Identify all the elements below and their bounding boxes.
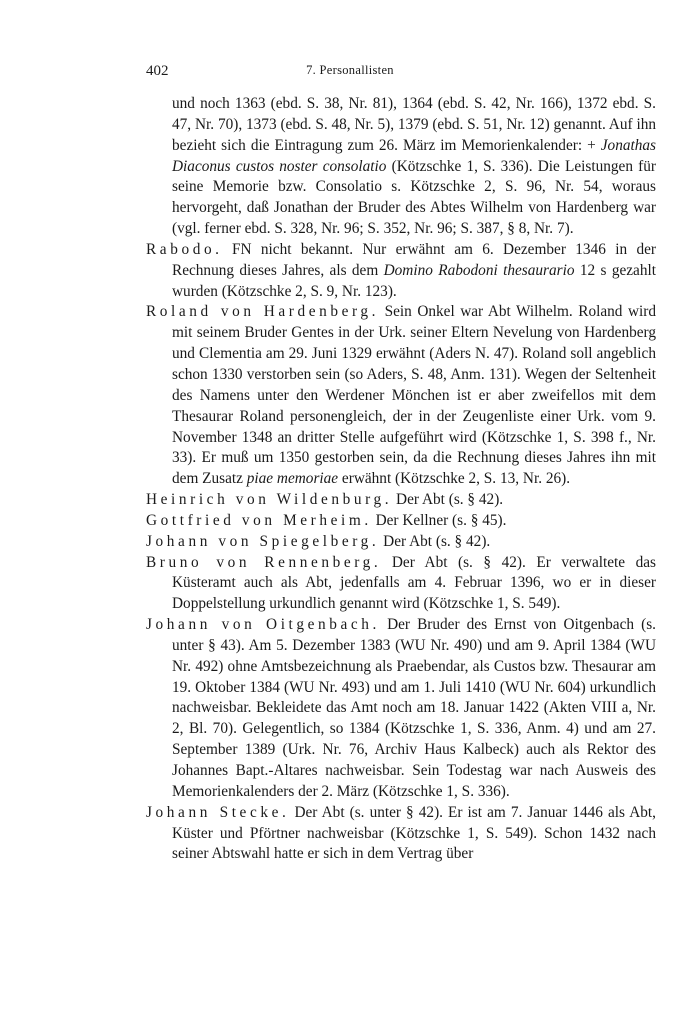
entry-name: Bruno von Rennenberg. (146, 553, 382, 571)
entry-bruno-von-rennenberg (146, 553, 656, 616)
text-run: FN nicht bekannt. Nur erwähnt am 6. Dezember 1346 in der Rechnung dieses Jahres, als dem (172, 240, 656, 279)
entry-roland-von-hardenberg (146, 302, 656, 490)
entry-name: Rabodo. (146, 240, 223, 258)
entry-heinrich-von-wildenburg (146, 490, 656, 511)
latin-quote: Domino Rabodoni thesaurario (383, 261, 575, 279)
text-run: Der Abt (s. § 42). (379, 532, 491, 550)
text-run: 12 s gezahlt wurden (Kötzschke 2, S. 9, Nr. 123). (172, 261, 656, 300)
entry-name: Johann von Oitgenbach. (146, 616, 380, 634)
latin-quote: piae memoriae (246, 470, 339, 488)
entry-johann-von-oitgenbach (146, 615, 656, 803)
text-run: erwähnt (Kötzschke 2, S. 13, Nr. 26). (338, 470, 571, 488)
entry-name: Johann von Spiegelberg. (146, 532, 380, 550)
entry-name: Johann Stecke. (146, 803, 290, 821)
text-run: Der Bruder des Ernst von Oitgenbach (s. unter § 43). Am 5. Dezember 1383 (WU Nr. 490) und am 9. April 1384 (WU Nr. 492) ohne Amtsbezeichnung als Praebendar, als Custos bzw. Thesaurar am 19. Oktober 1384 (WU Nr. 493) und am 1. Juli 1410 (WU Nr. 604) urkundlich nachweisbar. Bekleidete das Amt noch am 18. Januar 1422 (Akten VIII a, Nr. 2, Bl. 70). Gelegentlich, so 1384 (Kötzschke 1, S. 336, Anm. 4) und am 27. September 1389 (Urk. Nr. 76, Archiv Haus Kalbeck) auch als Rektor des Johannes Bapt.-Altares nachweisbar. Sein Todestag war nach Ausweis des Memorienkalenders der 2. März (Kötzschke 1, S. 336). (172, 616, 656, 800)
text-run: und noch 1363 (ebd. S. 38, Nr. 81), 1364 (ebd. S. 42, Nr. 166), 1372 ebd. S. 47, Nr. 70), 1373 (ebd. S. 48, Nr. 5), 1379 (ebd. S. 51, Nr. 12) genannt. Auf ihn bezieht sich die Eintragung zum 26. März im Memorienkalender: + (172, 95, 656, 154)
entry-johann-stecke (146, 803, 656, 866)
text-run: Der Kellner (s. § 45). (371, 511, 507, 529)
entry-gottfried-von-merheim (146, 511, 656, 532)
entry-name: Heinrich von Wildenburg. (146, 491, 393, 509)
continuation-paragraph (146, 94, 656, 240)
entry-johann-von-spiegelberg (146, 532, 656, 553)
latin-quote: Jonathas Diaconus custos noster consolatio (172, 136, 656, 175)
running-head: 7. Personallisten (306, 63, 394, 77)
text-run: (Kötzschke 1, S. 336). Die Leistungen für seine Memorie bzw. Consolatio s. Kötzschke 2, S. 96, Nr. 54, woraus hervorgeht, daß Jonathan der Bruder des Abtes Wilhelm von Hardenberg war (vgl. ferner ebd. S. 328, Nr. 96; S. 352, Nr. 96; S. 387, § 8, Nr. 7). (172, 157, 656, 238)
text-run: Der Abt (s. § 42). (392, 491, 504, 509)
main-text (146, 94, 656, 865)
page-number: 402 (146, 63, 169, 79)
text-run: Der Abt (s. § 42). Er verwaltete das Küsteramt auch als Abt, jedenfalls am 4. Februar 1396, wo er in dieser Doppelstellung urkundlich genannt wird (Kötzschke 1, S. 549). (172, 553, 656, 613)
text-run: Sein Onkel war Abt Wilhelm. Roland wird mit seinem Bruder Gentes in der Urk. seiner Eltern Nevelung von Hardenberg und Clementia am 29. Juni 1329 erwähnt (Aders N. 47). Roland soll angeblich schon 1330 verstorben sein (so Aders, S. 48, Anm. 131). Wegen der Seltenheit des Namens unter den Werdener Mönchen ist er aber zweifellos mit dem Thesaurar Roland personengleich, der in der Zeugenliste einer Urk. vom 9. November 1348 an dritter Stelle aufgeführt wird (Kötzschke 1, S. 398 f., Nr. 33). Er muß um 1350 gestorben sein, da die Rechnung dieses Jahres ihn mit dem Zusatz (172, 303, 656, 488)
entry-rabodo (146, 240, 656, 303)
text-run: Der Abt (s. unter § 42). Er ist am 7. Januar 1446 als Abt, Küster und Pförtner nachweisbar (Kötzschke 1, S. 549). Schon 1432 nach seiner Abtswahl hatte er sich in dem Vertrag über (172, 803, 656, 863)
entry-name: Roland von Hardenberg. (146, 303, 380, 321)
entry-name: Gottfried von Merheim. (146, 511, 372, 529)
